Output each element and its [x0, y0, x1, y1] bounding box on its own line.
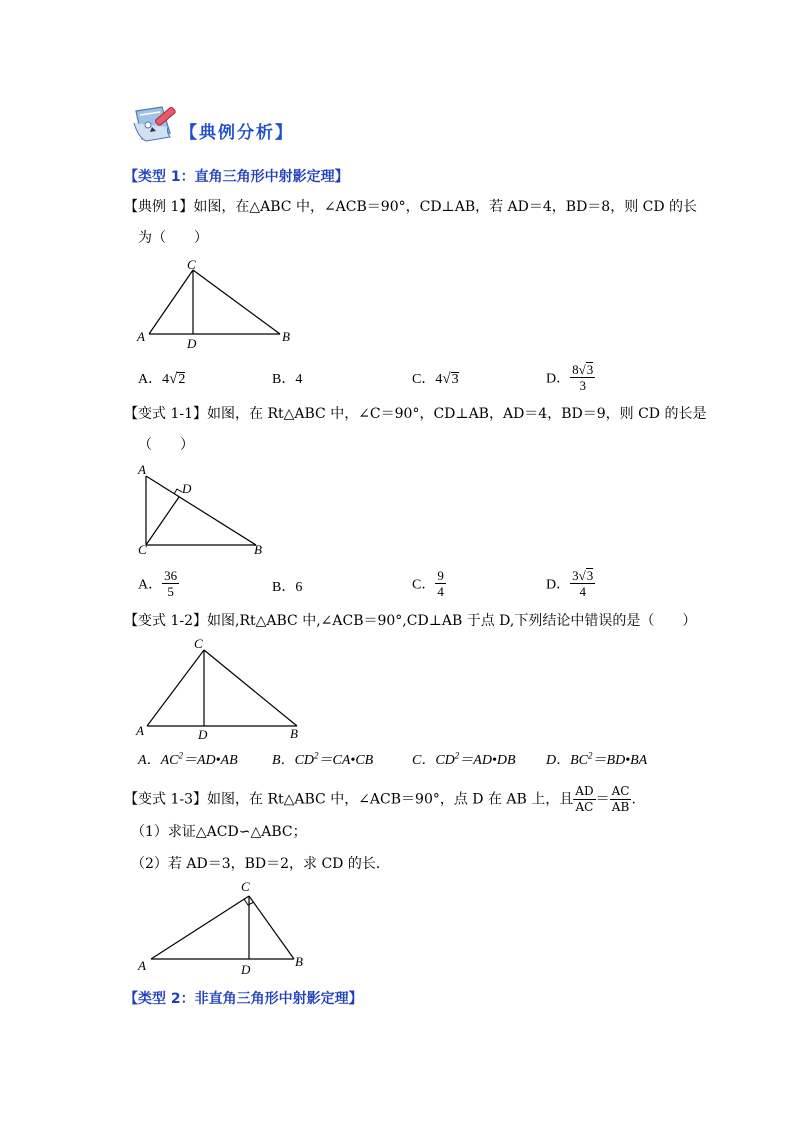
q4-point-c: C: [241, 879, 250, 894]
header: [130, 103, 330, 147]
q3-figure: [132, 634, 312, 744]
q1-point-a: A: [137, 329, 145, 344]
q1-option-c[interactable]: C．4√3: [412, 371, 459, 387]
q3-option-a[interactable]: A．$AC^2=AD•AB$: [138, 750, 238, 768]
q1-point-b: B: [282, 329, 290, 344]
q4-figure: [132, 877, 317, 977]
q3-options: [138, 749, 678, 769]
q2-option-d[interactable]: D． $\frac{3√3}{4}$: [546, 568, 594, 599]
q3-option-c[interactable]: C．$CD^2=AD•DB$: [412, 750, 516, 768]
q2-text: 如图，在 Rt△ABC 中，∠C＝90°，CD⊥AB，AD＝4，BD＝9，则 CD 的长是: [207, 406, 707, 422]
q2-altitude-cd: [146, 497, 179, 545]
q3-side-ac: [147, 650, 204, 726]
q1-option-b[interactable]: B．4: [272, 372, 303, 387]
q3-option-b[interactable]: B．$CD^2=CA•CB$: [272, 750, 374, 768]
q3-line1: [124, 612, 696, 630]
q1-option-d-fraction: $\frac{8√3}{3}$: [572, 362, 594, 393]
q1-text: 如图，在△ABC 中，∠ACB＝90°，CD⊥AB，若 AD＝4，BD＝8，则 CD 的长: [193, 199, 698, 215]
q3-option-d[interactable]: D．$BC^2=BD•BA$: [546, 750, 648, 768]
type1-heading: 【类型 1：直角三角形中射影定理】: [124, 169, 349, 185]
q4-sub1: （1）求证△ACD∽△ABC；: [131, 824, 307, 840]
q4-tag: 【变式 1-3】: [124, 791, 207, 808]
q3-tag: 【变式 1-2】: [124, 613, 207, 629]
q4-side-ac: [151, 896, 249, 959]
q1-option-d[interactable]: D． $\frac{8√3}{3}$: [546, 362, 594, 393]
q2-options: [138, 568, 638, 604]
q2-option-b[interactable]: B．6: [272, 580, 303, 595]
q2-line2: （ ）: [138, 437, 194, 453]
header-title: 【典例分析】: [180, 123, 294, 143]
q1-side-ac: [149, 270, 193, 334]
q3-text: 如图,Rt△ABC 中,∠ACB＝90°,CD⊥AB 于点 D,下列结论中错误的是（ ）: [207, 613, 697, 629]
pencil-paper-icon: [130, 103, 182, 145]
q2-point-a: A: [138, 462, 146, 477]
q4-fraction-2: $\frac{AC}{AB}$: [611, 784, 630, 814]
q2-tag: 【变式 1-1】: [124, 406, 207, 422]
q1-point-c: C: [187, 257, 196, 272]
q3-point-c: C: [194, 636, 203, 651]
q2-line1: [124, 405, 706, 423]
q2-point-c: C: [138, 542, 147, 557]
q4-point-d: D: [241, 962, 251, 977]
q4-sub2: （2）若 AD＝3，BD＝2，求 CD 的长．: [131, 856, 390, 872]
type2-heading: 【类型 2：非直角三角形中射影定理】: [124, 991, 363, 1007]
q2-point-b: B: [254, 542, 262, 557]
q2-option-c[interactable]: C． $\frac{9}{4}$: [412, 568, 444, 599]
q2-point-d: D: [182, 481, 192, 496]
q4-side-bc: [249, 896, 294, 959]
q2-side-ab: [146, 476, 256, 545]
q3-side-bc: [204, 650, 297, 726]
q1-line2: 为（ ）: [138, 230, 208, 246]
q2-option-a[interactable]: A． $\frac{36}{5}$: [138, 568, 178, 599]
q1-line1: [124, 198, 697, 216]
q1-tag: 【典例 1】: [124, 199, 194, 215]
q4-fraction-1: $\frac{AD}{AC}$: [575, 784, 594, 814]
q3-point-d: D: [198, 727, 208, 742]
q4-point-a: A: [138, 958, 146, 973]
q4-text: 如图，在 Rt△ABC 中，∠ACB＝90°，点 D 在 AB 上，且: [207, 791, 574, 808]
q1-side-bc: [193, 270, 280, 334]
q1-option-a[interactable]: A．4√2: [138, 371, 186, 387]
q3-point-a: A: [136, 723, 144, 738]
q1-point-d: D: [187, 336, 197, 351]
q3-point-b: B: [290, 726, 298, 741]
q1-figure: [132, 257, 302, 352]
q4-point-b: B: [295, 954, 303, 969]
q1-options: [138, 362, 638, 398]
q2-figure: [132, 462, 272, 562]
q4-line1: 【变式 1-3】如图，在 Rt△ABC 中，∠ACB＝90°，点 D 在 AB 上，且 $\frac{AD}{AC}$ ＝ $\frac{AC}{AB}$ .: [124, 784, 636, 814]
q2-right-angle-mark: [174, 489, 182, 494]
